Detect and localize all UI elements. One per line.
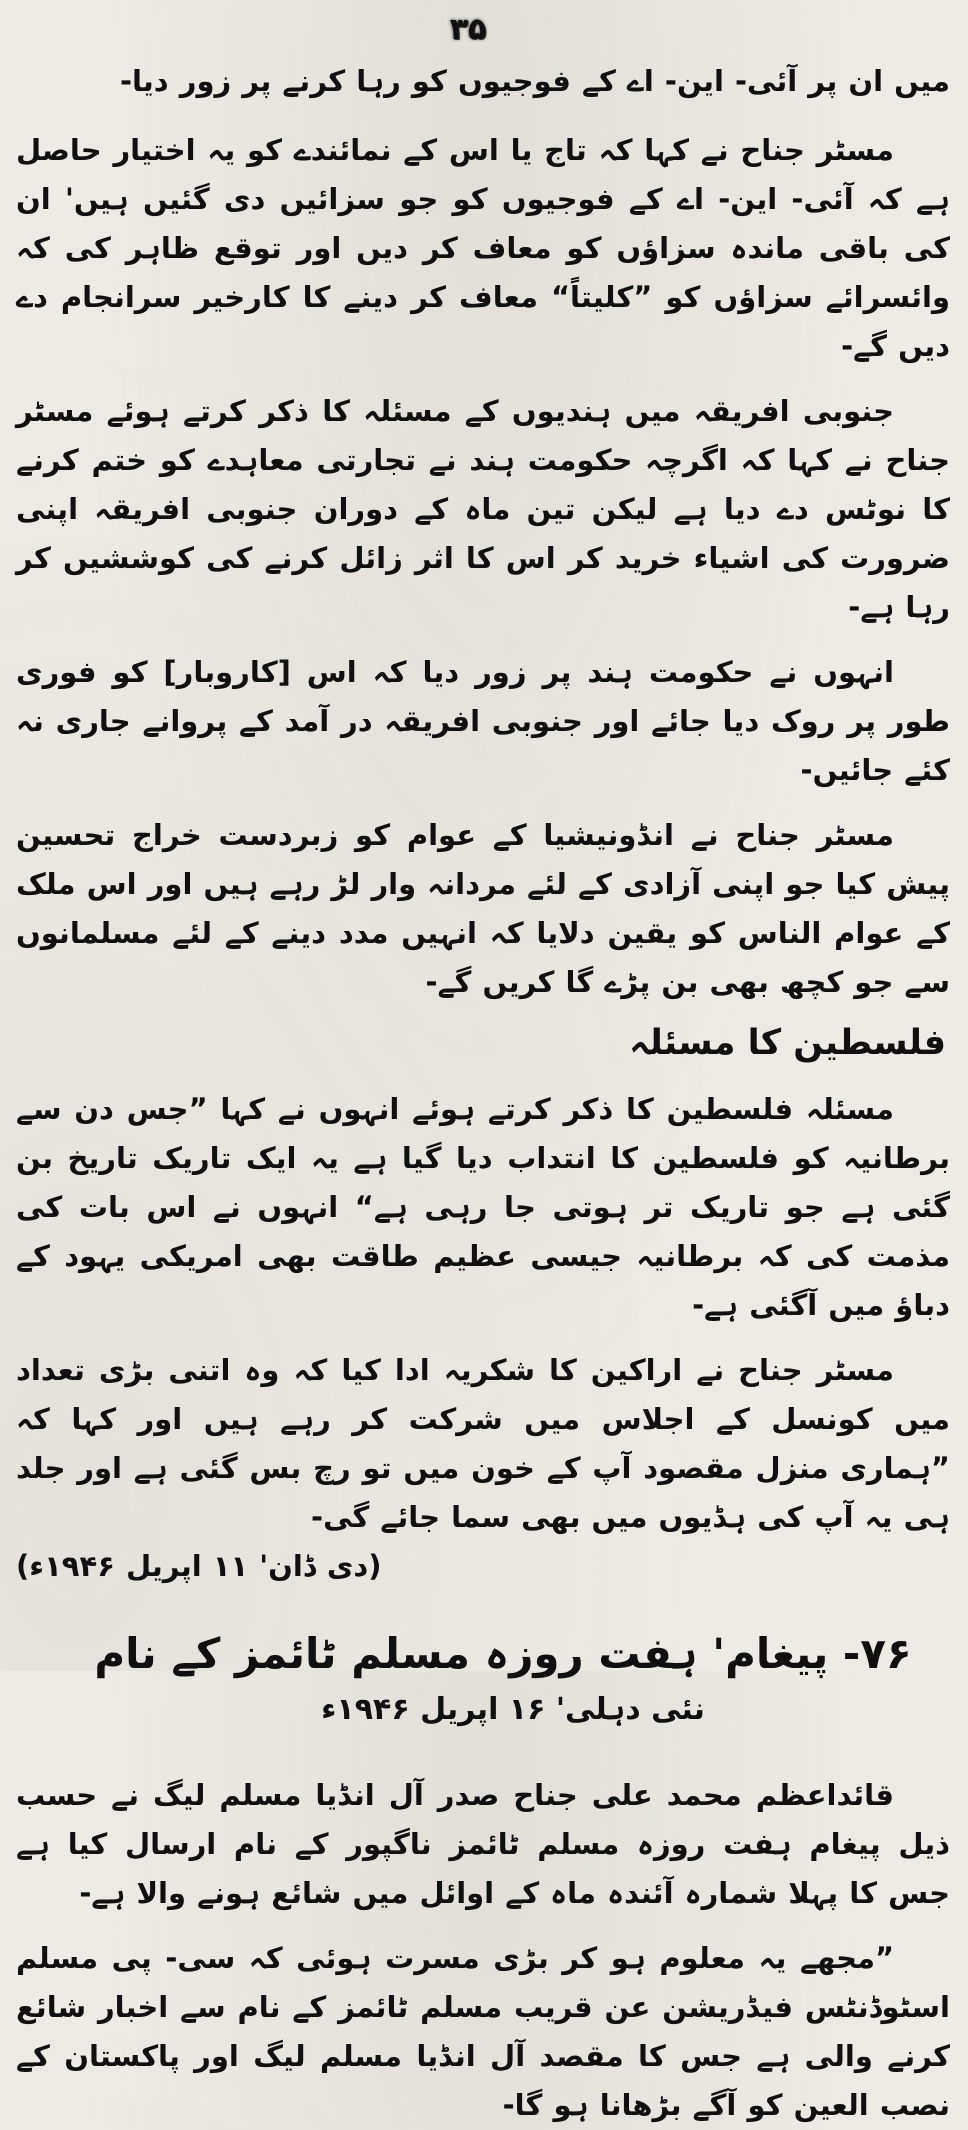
citation-dawn: (دی ڈان' ۱۱ اپریل ۱۹۴۶ء) <box>16 1549 382 1583</box>
paragraph-palestine: مسئلہ فلسطین کا ذکر کرتے ہوئے انہوں نے کہا ”جس دن سے برطانیہ کو فلسطین کا انتداب دیا گیا ہے یہ ایک تاریک تاریخ بن گئی ہے جو تاریک تر ہوتی جا رہی ہے“ انہوں نے اس بات کی مذمت کی کہ برطانیہ جیسی عظیم طاقت بھی امریکی یہود کے دباؤ میں آگئی ہے- <box>16 1092 950 1322</box>
paragraph-ina-soldiers: مسٹر جناح نے کہا کہ تاج یا اس کے نمائندے کو یہ اختیار حاصل ہے کہ آئی- این- اے کے فوجیوں کو جو سزائیں دی گئیں ہیں' ان کی باقی ماندہ سزاؤں کو معاف کر دیں اور توقع ظاہر کی کہ وائسرائے سزاؤں کو ”کلیتاً“ معاف کر دینے کا کارخیر سرانجام دے دیں گے- <box>16 133 950 363</box>
paragraph-continuation: میں ان پر آئی- این- اے کے فوجیوں کو رہا کرنے پر زور دیا- <box>119 64 950 98</box>
paragraph-council-thanks <box>16 1346 950 1591</box>
section-heading-palestine: فلسطین کا مسئلہ <box>629 1023 946 1063</box>
paragraph-indonesia: مسٹر جناح نے انڈونیشیا کے عوام کو زبردست خراج تحسین پیش کیا جو اپنی آزادی کے لئے مردانہ وار لڑ رہے ہیں اور اس ملک کے عوام الناس کو یقین دلایا کہ انہیں مدد دینے کے لئے مسلمانوں سے جو کچھ بھی بن پڑے گا کریں گے- <box>16 818 950 999</box>
paragraph-message-body: ”مجھے یہ معلوم ہو کر بڑی مسرت ہوئی کہ سی- پی مسلم اسٹوڈنٹس فیڈریشن عن قریب مسلم ٹائمز کے نام سے اخبار شائع کرنے والی ہے جس کا مقصد آل انڈیا مسلم لیگ اور پاکستان کے نصب العین کو آگے بڑھانا ہو گا- <box>16 1941 950 2122</box>
page-number: ۳۵ <box>449 12 487 47</box>
paragraph-text: مسٹر جناح نے اراکین کا شکریہ ادا کیا کہ وہ اتنی بڑی تعداد میں کونسل کے اجلاس میں شرکت کر رہے ہیں اور کہا کہ ”ہماری منزل مقصود آپ کے خون میں تو رچ بس گئی ہے اور جلد ہی یہ آپ کی ہڈیوں میں بھی سما جائے گی- <box>16 1353 950 1534</box>
paragraph-message-sent: قائداعظم محمد علی جناح صدر آل انڈیا مسلم لیگ نے حسب ذیل پیغام ہفت روزہ مسلم ٹائمز ناگپور کے نام ارسال کیا ہے جس کا پہلا شمارہ آئندہ ماہ کے اوائل میں شائع ہونے والا ہے- <box>16 1778 950 1910</box>
paragraph-south-africa: جنوبی افریقہ میں ہندیوں کے مسئلہ کا ذکر کرتے ہوئے مسٹر جناح نے کہا کہ اگرچہ حکومت ہند نے تجارتی معاہدے کو ختم کرنے کا نوٹس دے دیا ہے لیکن تین ماہ کے دوران جنوبی افریقہ اپنی ضرورت کی اشیاء خرید کر اس کا اثر زائل کرنے کی کوششیں کر رہا ہے- <box>16 394 950 624</box>
paragraph-import-permits: انہوں نے حکومت ہند پر زور دیا کہ اس [کاروبار] کو فوری طور پر روک دیا جائے اور جنوبی افریقہ در آمد کے پروانے جاری نہ کئے جائیں- <box>16 655 950 787</box>
chapter-dateline: نئی دہلی' ۱۶ اپریل ۱۹۴۶ء <box>321 1692 705 1727</box>
chapter-title: ۷۶- پیغام' ہفت روزہ مسلم ٹائمز کے نام <box>94 1629 912 1678</box>
